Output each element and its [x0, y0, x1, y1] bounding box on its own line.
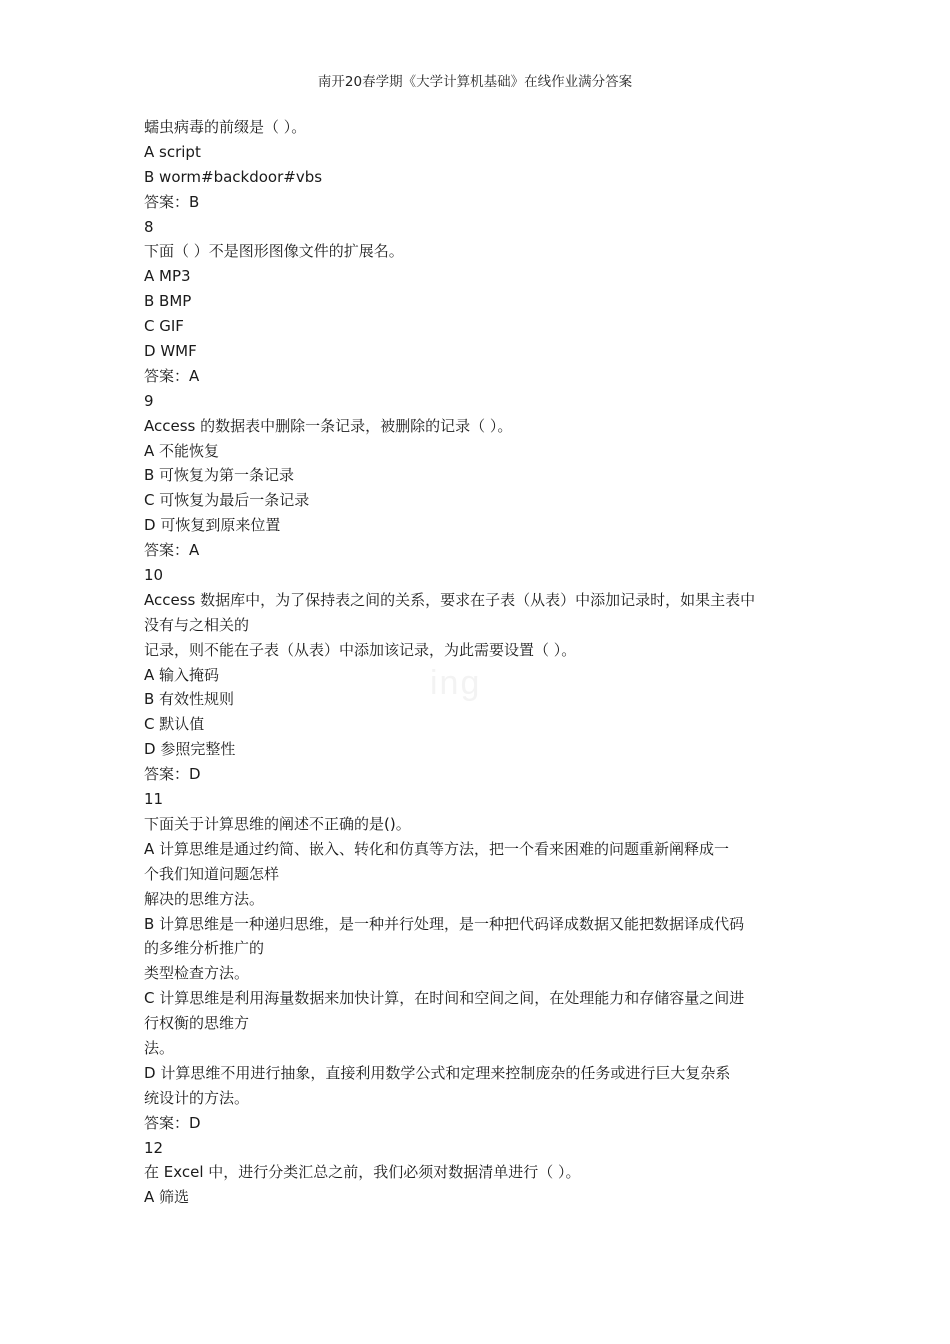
option-c: C 默认值 [144, 715, 205, 734]
option-a: A 计算思维是通过约简、嵌入、转化和仿真等方法，把一个看来困难的问题重新阐释成一 [144, 839, 730, 858]
question-number: 10 [144, 566, 164, 585]
question-number: 9 [144, 391, 154, 410]
option-c: 行权衡的思维方 [144, 1014, 250, 1033]
option-d: D 参照完整性 [144, 740, 236, 759]
option-d: D 计算思维不用进行抽象，直接利用数学公式和定理来控制庞杂的任务或进行巨大复杂系 [144, 1063, 731, 1082]
question-text: 记录，则不能在子表（从表）中添加该记录，为此需要设置（ ）。 [144, 640, 577, 659]
answer: 答案：D [144, 765, 201, 784]
option-c: C 计算思维是利用海量数据来加快计算，在时间和空间之间，在处理能力和存储容量之间进 [144, 989, 745, 1008]
answer: 答案：B [144, 192, 200, 211]
option-b: B worm#backdoor#vbs [144, 167, 323, 186]
option-a: 解决的思维方法。 [144, 889, 265, 908]
document-body [144, 115, 816, 1210]
option-c: C GIF [144, 317, 184, 336]
option-b: 类型检查方法。 [144, 964, 250, 983]
option-b: B 可恢复为第一条记录 [144, 466, 295, 485]
option-a: A 输入掩码 [144, 665, 220, 684]
question-number: 8 [144, 217, 154, 236]
question-text: 蠕虫病毒的前缀是（ ）。 [144, 118, 307, 136]
option-a: 个我们知道问题怎样 [144, 864, 280, 883]
option-c: C 可恢复为最后一条记录 [144, 491, 310, 510]
answer: 答案：A [144, 541, 200, 560]
option-c: 法。 [144, 1038, 175, 1057]
answer: 答案：D [144, 1113, 201, 1132]
question-number: 11 [144, 790, 164, 809]
question-text: 下面（ ）不是图形图像文件的扩展名。 [144, 242, 404, 261]
question-number: 12 [144, 1138, 164, 1157]
option-a: A script [144, 142, 201, 161]
option-b: B BMP [144, 292, 192, 311]
watermark: ing [430, 664, 482, 702]
option-a: A 不能恢复 [144, 441, 220, 460]
option-b: B 有效性规则 [144, 690, 235, 709]
option-a: A MP3 [144, 267, 191, 286]
option-d: D WMF [144, 342, 197, 361]
question-text: 在 Excel 中，进行分类汇总之前，我们必须对数据清单进行（ ）。 [144, 1163, 581, 1182]
option-d: D 可恢复到原来位置 [144, 516, 281, 535]
question-text: 没有与之相关的 [144, 615, 250, 634]
question-text: Access 数据库中，为了保持表之间的关系，要求在子表（从表）中添加记录时，如果主表中 [144, 590, 756, 609]
question-text: Access 的数据表中删除一条记录，被删除的记录（ ）。 [144, 416, 513, 435]
option-a: A 筛选 [144, 1188, 190, 1207]
option-b: 的多维分析推广的 [144, 939, 265, 958]
option-b: B 计算思维是一种递归思维，是一种并行处理，是一种把代码译成数据又能把数据译成代码 [144, 914, 745, 933]
question-text: 下面关于计算思维的阐述不正确的是()。 [144, 814, 411, 833]
page-header: 南开20春学期《大学计算机基础》在线作业满分答案 [317, 74, 633, 90]
option-d: 统设计的方法。 [144, 1088, 250, 1107]
answer: 答案：A [144, 366, 200, 385]
